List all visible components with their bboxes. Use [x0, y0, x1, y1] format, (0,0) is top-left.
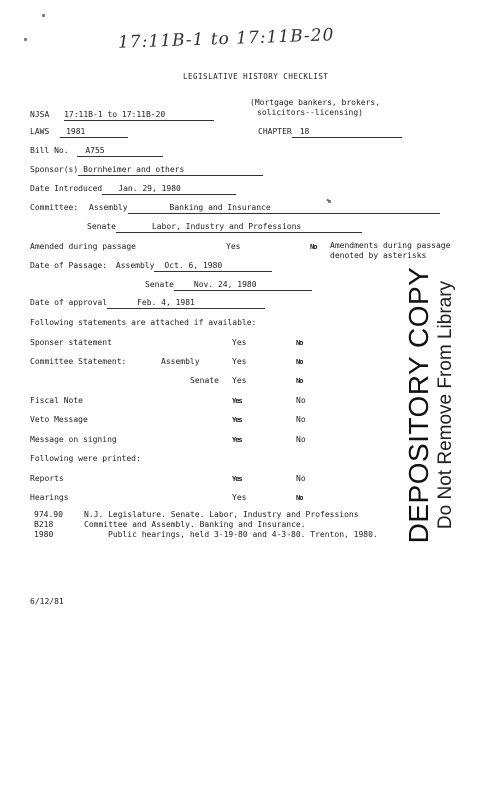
- amended-note-line2: denoted by asterisks: [330, 251, 427, 260]
- committee-senate-row: [87, 222, 362, 233]
- passage-senate-label: Senate: [145, 280, 174, 289]
- statement-row-yes-struck: Yes: [232, 436, 242, 444]
- committee-senate-value: Labor, Industry and Professions: [116, 222, 362, 233]
- depository-stamp: [390, 266, 470, 544]
- printed-row-no: No: [296, 474, 306, 483]
- approval-label: Date of approval: [30, 298, 108, 307]
- amended-yes: Yes: [226, 242, 241, 251]
- laws-row: [30, 127, 128, 138]
- statement-row-label: Veto Message: [30, 415, 88, 424]
- depository-copy-text: DEPOSITORY COPY: [403, 266, 434, 544]
- statement-row-no-struck: No: [296, 377, 303, 385]
- statement-row-no: No: [296, 396, 306, 405]
- citation-call-number-1: 974.90: [34, 510, 63, 519]
- statement-row-label: Committee Statement:: [30, 357, 127, 366]
- bill-label: Bill No.: [30, 146, 69, 155]
- statement-row-no-struck: No: [296, 339, 303, 347]
- amended-note-line1: Amendments during passage: [330, 241, 451, 250]
- statement-row-label: Sponser statement: [30, 338, 112, 347]
- statement-row-yes-struck: Yes: [232, 416, 242, 424]
- laws-label: LAWS: [30, 127, 50, 136]
- committee-senate-label: Senate: [87, 222, 116, 231]
- citation-call-number-3: 1980: [34, 530, 54, 539]
- bill-value: A755: [77, 146, 163, 157]
- statement-row-no: No: [296, 435, 306, 444]
- do-not-remove-text: Do Not Remove From Library: [435, 280, 456, 530]
- bill-row: [30, 146, 163, 157]
- approval-row: [30, 298, 265, 309]
- asterisk-mark: *: [326, 198, 330, 205]
- laws-value: 1981: [60, 127, 128, 138]
- statement-row-yes-struck: Yes: [232, 397, 242, 405]
- printed-row-label: Reports: [30, 474, 64, 483]
- following-statements-heading: Following statements are attached if available:: [30, 318, 257, 327]
- statement-row-yes: Yes: [232, 376, 247, 385]
- printed-row-yes-struck: Yes: [232, 475, 242, 483]
- citation-line-3: Public hearings, held 3-19-80 and 4-3-80. Trenton, 1980.: [108, 530, 378, 539]
- scan-speck: [42, 14, 45, 17]
- date-introduced-value: Jan. 29, 1980: [102, 184, 236, 195]
- committee-assembly-value: Banking and Insurance: [128, 203, 440, 214]
- njsa-value: 17:11B-1 to 17:11B-20: [64, 110, 214, 121]
- sponsors-value: Bornheimer and others: [78, 165, 263, 176]
- committee-assembly-label: Assembly: [89, 203, 128, 212]
- approval-value: Feb. 4, 1981: [107, 298, 265, 309]
- printed-row-yes: Yes: [232, 493, 247, 502]
- njsa-subject-line1: (Mortgage bankers, brokers,: [250, 98, 381, 107]
- scan-speck: [24, 38, 27, 41]
- passage-assembly-value: Oct. 6, 1980: [154, 261, 272, 272]
- sponsors-label: Sponsor(s): [30, 165, 79, 174]
- statement-row-label: Message on signing: [30, 435, 117, 444]
- statement-row-yes: Yes: [232, 357, 247, 366]
- passage-assembly-row: [30, 261, 272, 272]
- chapter-value: 18: [292, 127, 402, 138]
- njsa-subject-line2: solicitors--licensing): [257, 108, 363, 117]
- passage-senate-row: [145, 280, 312, 291]
- citation-line-2: Committee and Assembly. Banking and Insurance.: [84, 520, 306, 529]
- statement-row-no: No: [296, 415, 306, 424]
- sponsors-row: [30, 165, 263, 176]
- page-title: LEGISLATIVE HISTORY CHECKLIST: [183, 72, 329, 81]
- statement-row-sub: Senate: [190, 376, 219, 385]
- handwritten-header: 17:11B-1 to 17:11B-20: [117, 25, 335, 53]
- passage-senate-value: Nov. 24, 1980: [174, 280, 312, 291]
- date-introduced-label: Date Introduced: [30, 184, 103, 193]
- citation-call-number-2: B218: [34, 520, 54, 529]
- njsa-row: [30, 110, 214, 121]
- following-printed-heading: Following were printed:: [30, 454, 141, 463]
- statement-row-yes: Yes: [232, 338, 247, 347]
- passage-label: Date of Passage:: [30, 261, 108, 270]
- printed-row-no-struck: No: [296, 494, 303, 502]
- statement-row-no-struck: No: [296, 358, 303, 366]
- date-introduced-row: [30, 184, 236, 195]
- chapter-label: CHAPTER: [258, 127, 292, 136]
- njsa-label: NJSA: [30, 110, 50, 119]
- statement-row-label: Fiscal Note: [30, 396, 83, 405]
- citation-line-1: N.J. Legislature. Senate. Labor, Industry and Professions: [84, 510, 359, 519]
- amended-no-struck: No: [310, 243, 317, 251]
- amended-label: Amended during passage: [30, 242, 136, 251]
- passage-assembly-label: Assembly: [115, 261, 155, 270]
- committee-label: Committee:: [30, 203, 79, 212]
- chapter-row: [258, 127, 402, 138]
- footer-code: 6/12/81: [30, 597, 64, 606]
- committee-assembly-row: [30, 203, 440, 214]
- statement-row-sub: Assembly: [161, 357, 200, 366]
- printed-row-label: Hearings: [30, 493, 69, 502]
